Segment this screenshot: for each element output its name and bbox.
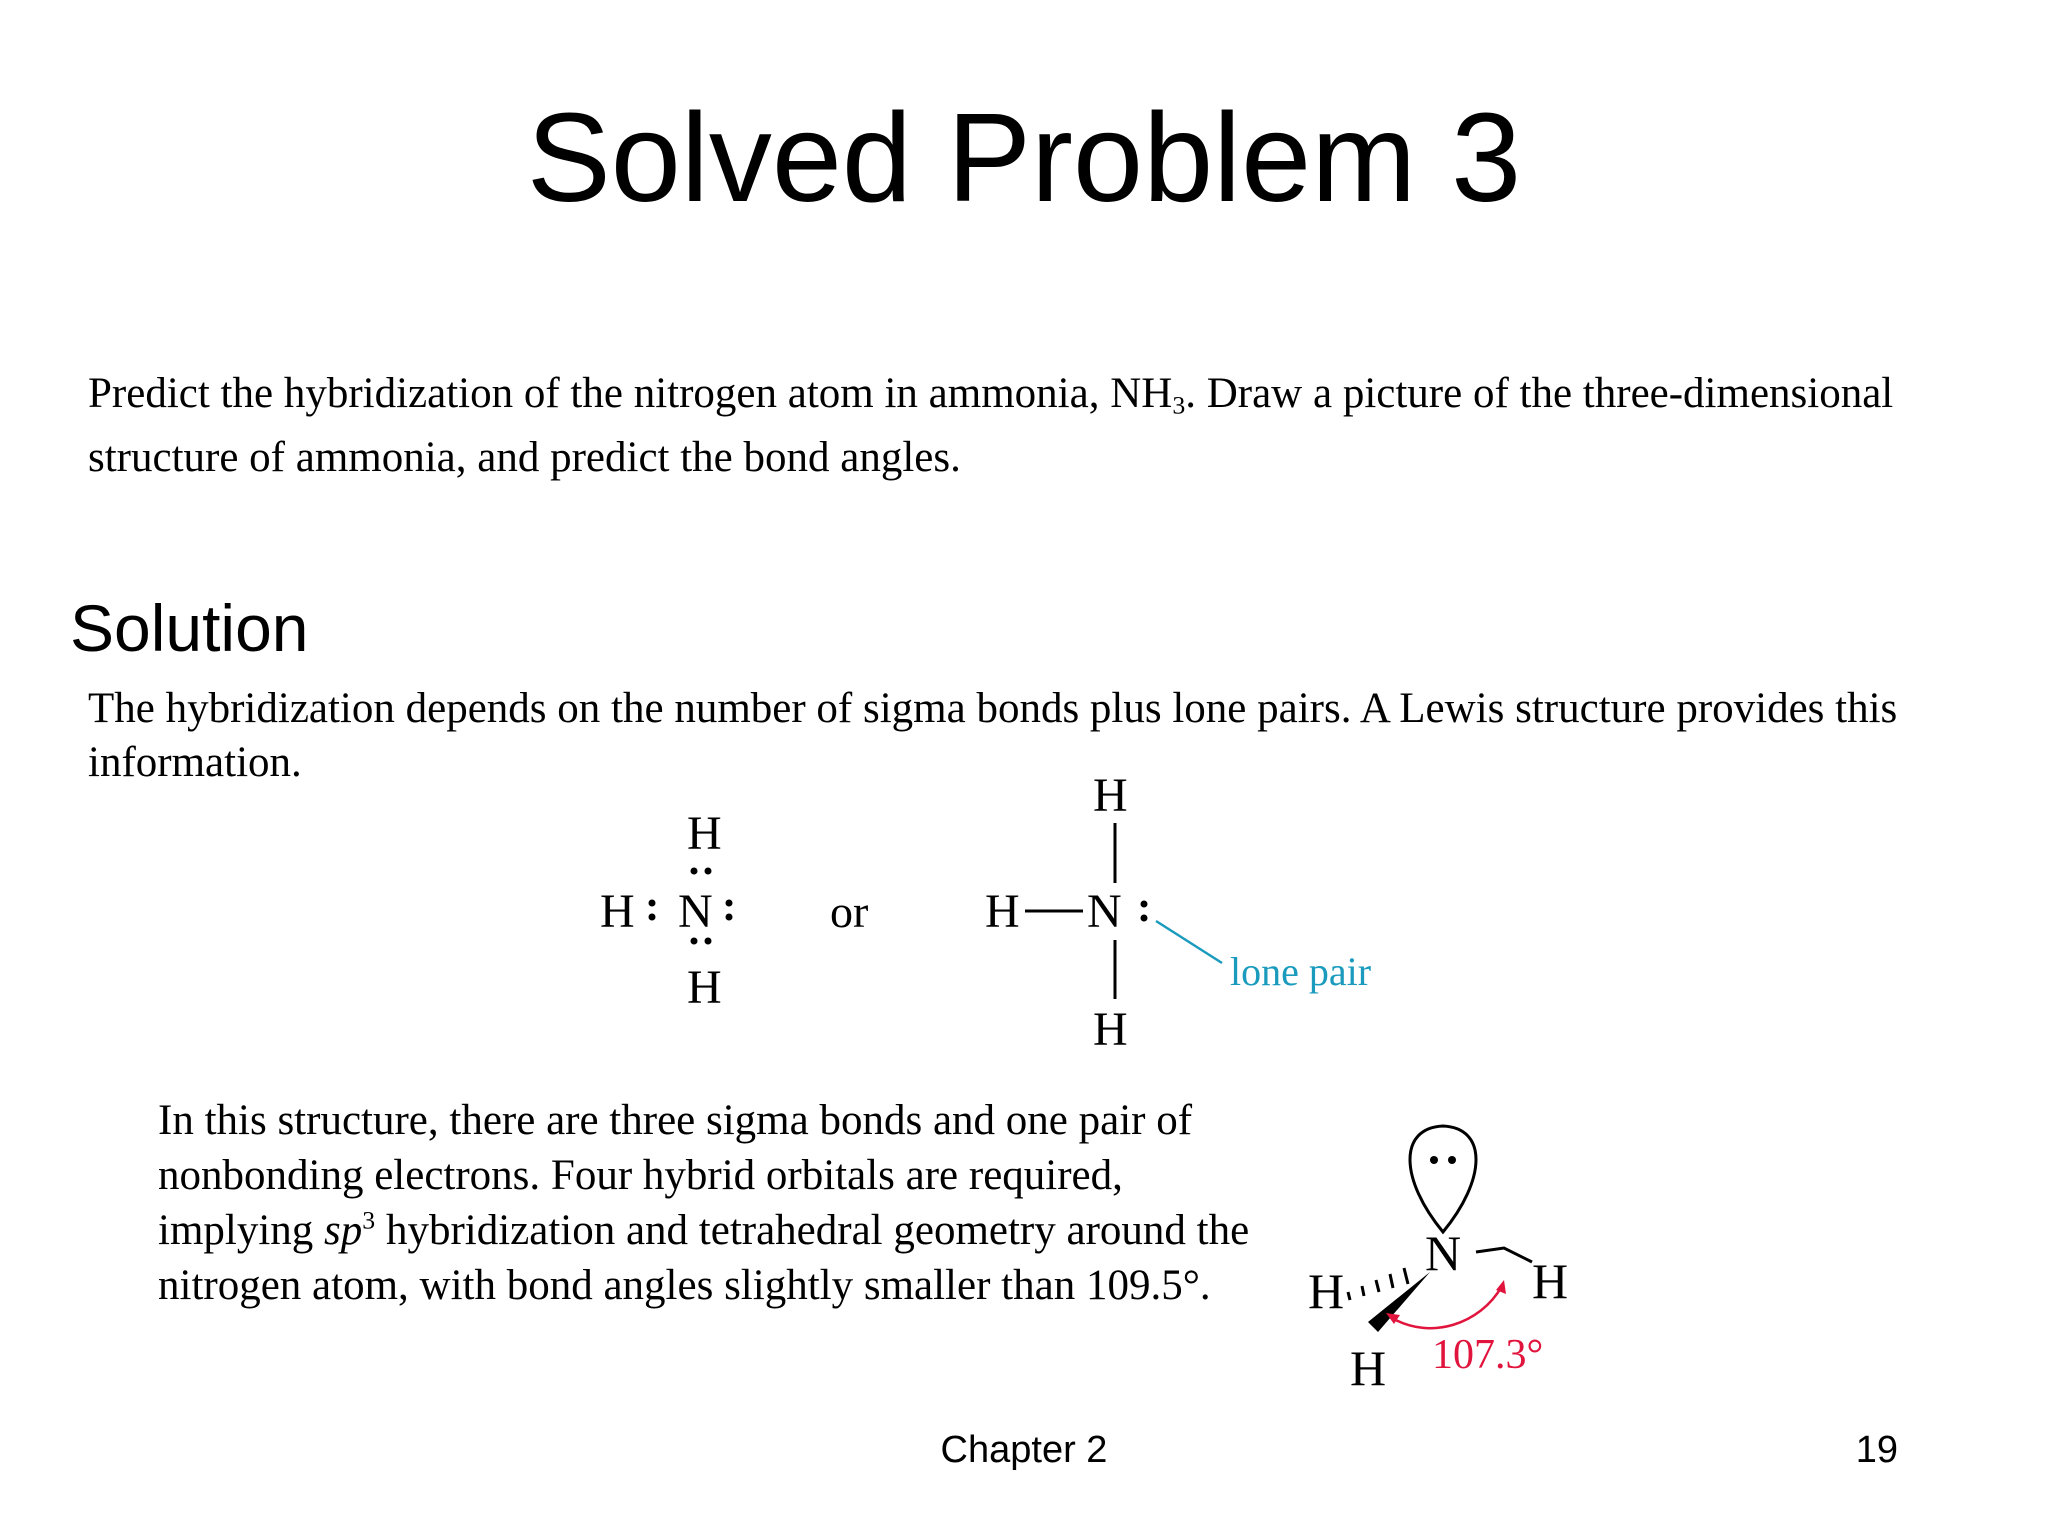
- explanation-part2: hybridization and tetrahedral geometry around the nitrogen atom, with bond angles slightly smaller than 109.5°.: [158, 1207, 1250, 1309]
- bond-angle-label: 107.3°: [1432, 1332, 1544, 1378]
- tetrahedral-ammonia-figure: [1280, 1100, 1640, 1400]
- dot-h-left: H: [600, 885, 635, 938]
- lewis-structure-figure: [560, 775, 1460, 1050]
- explanation-text: [158, 1093, 1258, 1313]
- subscript-3: 3: [1172, 390, 1186, 420]
- solution-heading: Solution: [70, 591, 309, 665]
- tetra-h-left: H: [1308, 1263, 1345, 1319]
- slide-title: Solved Problem 3: [526, 87, 1522, 228]
- line-h-bottom: H: [1093, 1003, 1128, 1050]
- lone-pair-dot: [1141, 915, 1148, 922]
- lewis-line-structure: [985, 775, 1371, 1050]
- lone-pair-orbital: [1410, 1126, 1476, 1232]
- problem-statement: [88, 362, 1988, 490]
- or-label: or: [830, 886, 869, 937]
- tetra-h-bottom: H: [1350, 1340, 1387, 1396]
- orbital-electron: [1448, 1156, 1456, 1164]
- lone-pair-label: lone pair: [1230, 949, 1372, 994]
- hashed-bond: [1348, 1268, 1408, 1300]
- line-h-left: H: [985, 885, 1020, 938]
- solution-text: The hybridization depends on the number of sigma bonds plus lone pairs. A Lewis structure provides this information.: [88, 685, 1898, 786]
- orbital-electron: [1430, 1156, 1438, 1164]
- tetra-n: N: [1425, 1225, 1462, 1281]
- plain-bond: [1476, 1248, 1532, 1262]
- superscript-3: 3: [362, 1205, 376, 1235]
- dot-h-bottom: H: [687, 961, 722, 1014]
- footer-chapter: Chapter 2: [940, 1429, 1108, 1471]
- line-h-top: H: [1093, 775, 1128, 822]
- problem-text-part2: . Draw a picture of the three-dimensional structure of ammonia, and predict the bond angles.: [88, 370, 1894, 481]
- line-n-center: N: [1087, 885, 1122, 938]
- lewis-dot-structure: [600, 807, 733, 1014]
- dot-n-center: N: [678, 885, 713, 938]
- sp-italic: sp: [324, 1207, 363, 1254]
- explanation-part1: In this structure, there are three sigma bonds and one pair of nonbonding electrons. Four hybrid orbitals are required, implying: [158, 1097, 1193, 1254]
- problem-text-part1: Predict the hybridization of the nitrogen atom in ammonia, NH: [88, 370, 1173, 417]
- tetra-h-right: H: [1532, 1253, 1569, 1309]
- page-number: 19: [1855, 1429, 1898, 1471]
- lone-pair-dot: [1141, 901, 1148, 908]
- lone-pair-pointer: [1156, 921, 1222, 963]
- dot-h-top: H: [687, 807, 722, 860]
